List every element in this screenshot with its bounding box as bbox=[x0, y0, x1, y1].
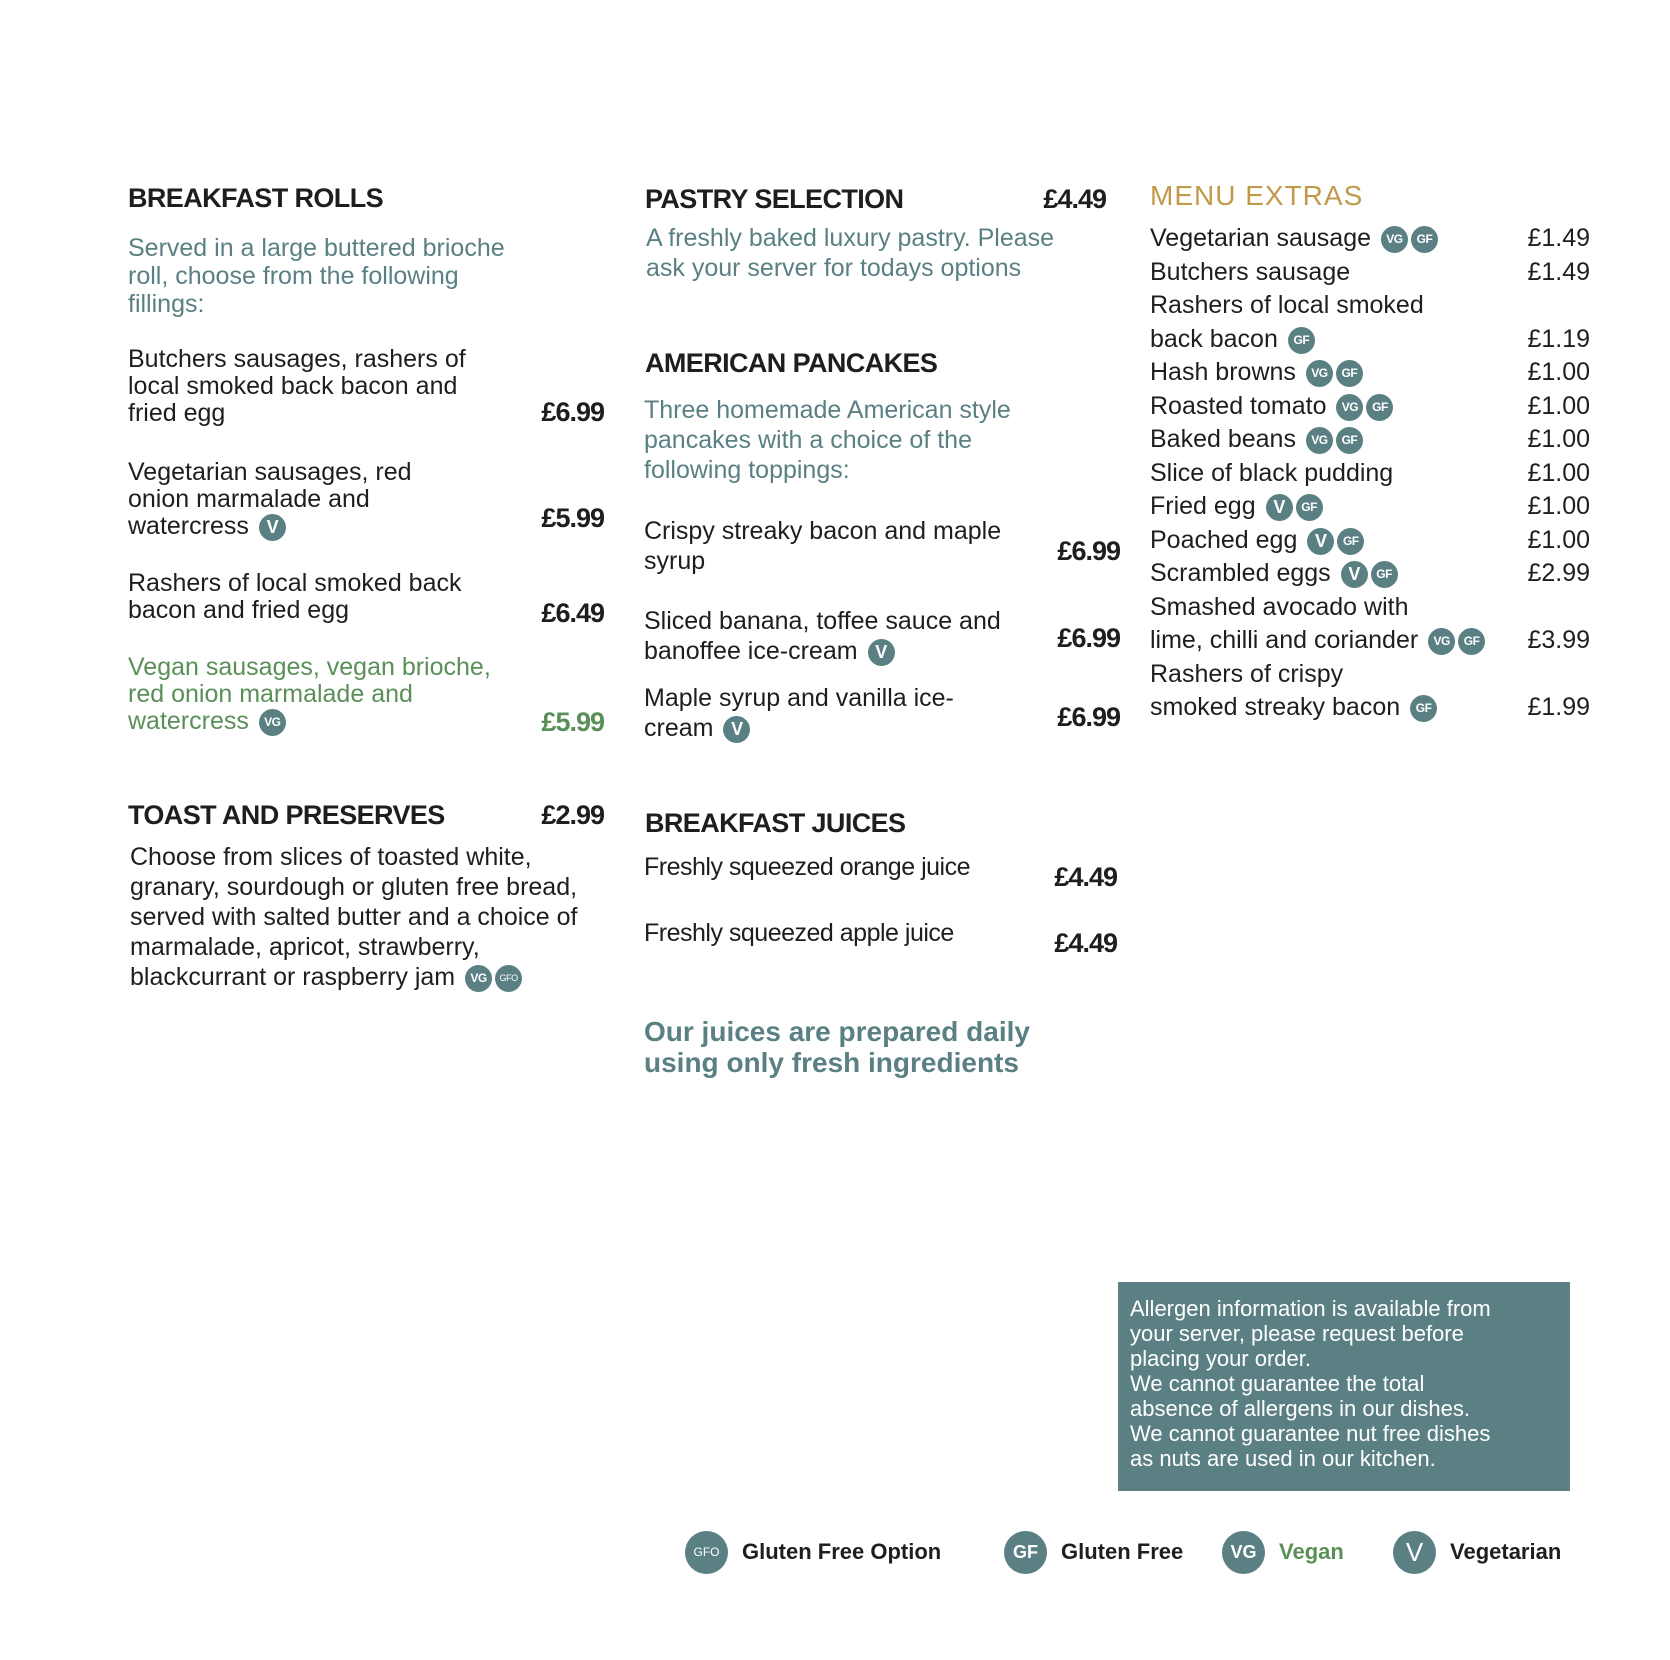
item-price: £1.49 bbox=[1527, 258, 1590, 286]
item-price: £1.00 bbox=[1527, 459, 1590, 487]
extras-item bbox=[1150, 457, 1590, 490]
menu-item bbox=[128, 459, 468, 541]
gluten-free-badge-icon: GF bbox=[1288, 327, 1315, 354]
vegan-badge-icon: VG bbox=[465, 965, 492, 992]
pastry-price: £4.49 bbox=[1043, 184, 1106, 214]
extras-item bbox=[1150, 256, 1590, 289]
item-price: £6.49 bbox=[541, 598, 604, 628]
item-price: £1.19 bbox=[1527, 325, 1590, 353]
legend-gluten-free-option bbox=[685, 1530, 941, 1574]
extras-item bbox=[1150, 691, 1590, 724]
vegetarian-badge-icon: V bbox=[1307, 528, 1334, 555]
allergen-line: placing your order. bbox=[1130, 1346, 1311, 1371]
vegan-badge-icon: VG bbox=[1428, 628, 1455, 655]
item-price: £1.00 bbox=[1527, 392, 1590, 420]
item-price: £5.99 bbox=[541, 503, 604, 533]
item-price: £1.00 bbox=[1527, 358, 1590, 386]
vegan-badge-icon: VG bbox=[1222, 1531, 1265, 1574]
item-name: Smashed avocado with bbox=[1150, 593, 1409, 621]
item-name: Fried egg bbox=[1150, 492, 1256, 520]
item-name: Poached egg bbox=[1150, 526, 1298, 554]
extras-item bbox=[1150, 323, 1590, 356]
gluten-free-badge-icon: GF bbox=[1004, 1531, 1047, 1574]
extras-item bbox=[1150, 423, 1590, 456]
item-name: smoked streaky bacon bbox=[1150, 693, 1401, 721]
legend-vegetarian bbox=[1393, 1530, 1561, 1574]
item-name: Vegan sausages, vegan brioche, red onion marmalade and watercress bbox=[128, 653, 491, 735]
allergen-line: Allergen information is available from bbox=[1130, 1296, 1491, 1321]
item-name: Baked beans bbox=[1150, 425, 1296, 453]
item-price: £6.99 bbox=[541, 397, 604, 427]
juice-price: £4.49 bbox=[1054, 928, 1117, 958]
allergen-notice bbox=[1118, 1282, 1570, 1491]
vegan-badge-icon: VG bbox=[1306, 427, 1333, 454]
item-price: £2.99 bbox=[1527, 559, 1590, 587]
item-name: Scrambled eggs bbox=[1150, 559, 1331, 587]
extras-item bbox=[1150, 658, 1590, 691]
breakfast-rolls-title: BREAKFAST ROLLS bbox=[128, 183, 384, 213]
vegan-badge-icon: VG bbox=[1306, 360, 1333, 387]
menu-item bbox=[644, 683, 964, 743]
legend-label: Vegetarian bbox=[1450, 1539, 1562, 1564]
toast-title: TOAST AND PRESERVES bbox=[128, 800, 445, 830]
toast-description bbox=[130, 842, 590, 992]
allergen-line: your server, please request before bbox=[1130, 1321, 1464, 1346]
legend-label: Vegan bbox=[1279, 1539, 1344, 1564]
item-name: back bacon bbox=[1150, 325, 1278, 353]
item-name: Rashers of local smoked back bacon and fried egg bbox=[128, 569, 462, 624]
item-name: Rashers of crispy bbox=[1150, 660, 1344, 688]
gluten-free-badge-icon: GF bbox=[1337, 528, 1364, 555]
gluten-free-option-badge-icon: GFO bbox=[495, 965, 522, 992]
gluten-free-option-badge-icon: GFO bbox=[685, 1531, 728, 1574]
extras-item bbox=[1150, 390, 1590, 423]
menu-item-vegan bbox=[128, 654, 523, 736]
extras-item bbox=[1150, 222, 1590, 255]
vegetarian-badge-icon: V bbox=[1393, 1531, 1436, 1574]
vegetarian-badge-icon: V bbox=[868, 639, 895, 666]
gluten-free-badge-icon: GF bbox=[1336, 427, 1363, 454]
vegan-badge-icon: VG bbox=[259, 709, 286, 736]
toast-description-text: Choose from slices of toasted white, granary, sourdough or gluten free bread, served with salted butter and a choice of marmalade, apricot, strawberry, blackcurrant or raspberry jam bbox=[130, 843, 578, 991]
menu-extras-list bbox=[1150, 222, 1592, 742]
menu-item bbox=[128, 346, 508, 427]
allergen-line: We cannot guarantee nut free dishes bbox=[1130, 1421, 1491, 1446]
item-name: Butchers sausages, rashers of local smoked back bacon and fried egg bbox=[128, 345, 466, 427]
toast-price: £2.99 bbox=[541, 800, 604, 830]
item-price: £1.00 bbox=[1527, 425, 1590, 453]
pastry-title: PASTRY SELECTION bbox=[645, 184, 904, 214]
legend-label: Gluten Free bbox=[1061, 1539, 1184, 1564]
item-price: £1.49 bbox=[1527, 224, 1590, 252]
gluten-free-badge-icon: GF bbox=[1336, 360, 1363, 387]
menu-extras-title: MENU EXTRAS bbox=[1150, 180, 1364, 211]
pastry-description: A freshly baked luxury pastry. Please ask your server for todays options bbox=[646, 224, 1055, 282]
gluten-free-badge-icon: GF bbox=[1411, 226, 1438, 253]
item-price: £1.99 bbox=[1527, 693, 1590, 721]
item-name: Butchers sausage bbox=[1150, 258, 1351, 286]
gluten-free-badge-icon: GF bbox=[1296, 494, 1323, 521]
item-price: £1.00 bbox=[1527, 526, 1590, 554]
extras-item bbox=[1150, 624, 1590, 657]
item-name: Sliced banana, toffee sauce and banoffee ice-cream bbox=[644, 607, 1001, 665]
allergen-line: absence of allergens in our dishes. bbox=[1130, 1396, 1470, 1421]
gluten-free-badge-icon: GF bbox=[1458, 628, 1485, 655]
legend-label: Gluten Free Option bbox=[742, 1539, 942, 1564]
extras-item bbox=[1150, 557, 1590, 590]
breakfast-rolls-description: Served in a large buttered brioche roll, choose from the following fillings: bbox=[128, 234, 505, 318]
item-name: Crispy streaky bacon and maple syrup bbox=[644, 517, 1002, 575]
item-price: £6.99 bbox=[1057, 702, 1120, 732]
pancakes-title: AMERICAN PANCAKES bbox=[645, 348, 938, 378]
extras-item bbox=[1150, 289, 1590, 322]
item-price: £5.99 bbox=[541, 707, 604, 737]
allergen-line: as nuts are used in our kitchen. bbox=[1130, 1446, 1436, 1471]
extras-item bbox=[1150, 591, 1590, 624]
menu-item bbox=[644, 606, 1054, 666]
extras-item bbox=[1150, 524, 1590, 557]
item-price: £3.99 bbox=[1527, 626, 1590, 654]
vegan-badge-icon: VG bbox=[1381, 226, 1408, 253]
vegetarian-badge-icon: V bbox=[1266, 494, 1293, 521]
vegetarian-badge-icon: V bbox=[723, 716, 750, 743]
gluten-free-badge-icon: GF bbox=[1366, 394, 1393, 421]
item-name: Slice of black pudding bbox=[1150, 459, 1394, 487]
legend-vegan bbox=[1222, 1530, 1344, 1574]
item-price: £6.99 bbox=[1057, 536, 1120, 566]
item-name: Roasted tomato bbox=[1150, 392, 1327, 420]
vegetarian-badge-icon: V bbox=[1341, 561, 1368, 588]
item-name: lime, chilli and coriander bbox=[1150, 626, 1419, 654]
menu-item bbox=[644, 516, 1054, 576]
item-name: Maple syrup and vanilla ice-cream bbox=[644, 684, 954, 742]
item-name: Vegetarian sausage bbox=[1150, 224, 1372, 252]
juice-item: Freshly squeezed apple juice bbox=[644, 919, 954, 947]
extras-item bbox=[1150, 356, 1590, 389]
gluten-free-badge-icon: GF bbox=[1410, 695, 1437, 722]
gluten-free-badge-icon: GF bbox=[1371, 561, 1398, 588]
pancakes-description: Three homemade American style pancakes with a choice of the following toppings: bbox=[644, 396, 1011, 484]
item-name: Vegetarian sausages, red onion marmalade and watercress bbox=[128, 458, 412, 540]
menu-item bbox=[128, 570, 518, 624]
item-name: Rashers of local smoked bbox=[1150, 291, 1424, 319]
juices-note: Our juices are prepared daily using only fresh ingredients bbox=[644, 1016, 1030, 1078]
vegetarian-badge-icon: V bbox=[259, 514, 286, 541]
juices-title: BREAKFAST JUICES bbox=[645, 808, 906, 838]
item-price: £6.99 bbox=[1057, 623, 1120, 653]
extras-item bbox=[1150, 490, 1590, 523]
juice-item: Freshly squeezed orange juice bbox=[644, 853, 970, 881]
item-name: Hash browns bbox=[1150, 358, 1296, 386]
item-price: £1.00 bbox=[1527, 492, 1590, 520]
vegan-badge-icon: VG bbox=[1336, 394, 1363, 421]
legend-gluten-free bbox=[1004, 1530, 1183, 1574]
juice-price: £4.49 bbox=[1054, 862, 1117, 892]
allergen-line: We cannot guarantee the total bbox=[1130, 1371, 1425, 1396]
